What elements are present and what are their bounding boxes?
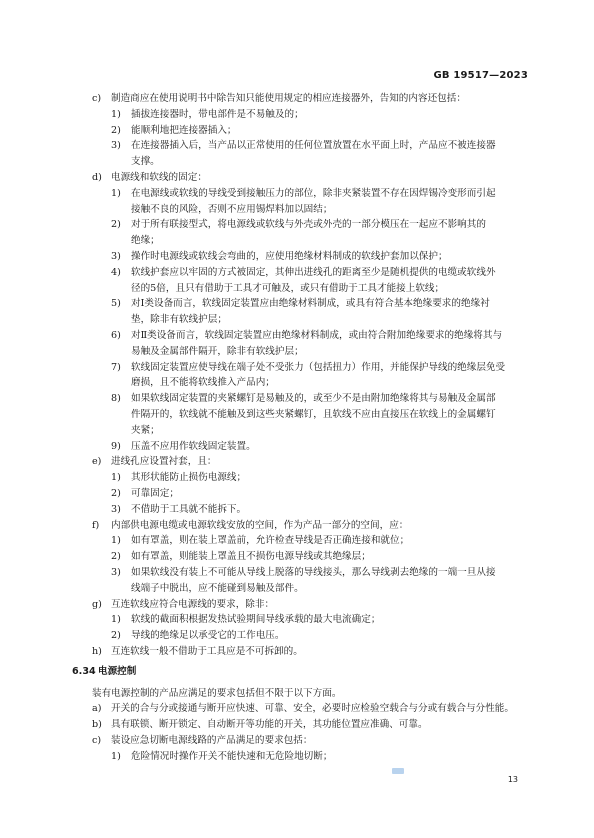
item-text: 如有罩盖，则在装上罩盖前，允许检查导线是否正确连接和就位； — [131, 535, 410, 547]
item-text: 在连接器插入后，当产品以正常使用的任何位置放置在水平面上时，产品应不被连接器 — [131, 140, 496, 152]
item-label: 1) — [111, 472, 121, 484]
section-number: 6.34 — [72, 665, 96, 677]
item-label: 2) — [111, 219, 121, 231]
item-label: 2) — [111, 630, 121, 642]
item-label: 3) — [111, 251, 121, 262]
item-text: 制造商应在使用说明书中除告知只能使用规定的相应连接器外，告知的内容还包括： — [111, 93, 466, 104]
item-text: 易触及金属部件隔开，除非有软线护层； — [131, 345, 304, 357]
item-label: 2) — [111, 124, 121, 136]
item-text: 操作时电源线或软线会弯曲的，应使用绝缘材料制成的软线护套加以保护； — [131, 251, 448, 262]
item-text: 互连软线应符合电源线的要求，除非： — [111, 598, 275, 610]
item-text: 电源线和软线的固定： — [111, 172, 207, 183]
item-text: 不借助于工具就不能拆下。 — [131, 503, 247, 515]
section-title: 电源控制 — [98, 665, 137, 677]
item-text: 径的5倍，且只有借助于工具才可触及，或只有借助于工具才能接上软线； — [131, 282, 445, 294]
item-text: 支撑。 — [131, 156, 160, 168]
item-text: 压盖不应用作软线固定装置。 — [131, 440, 256, 452]
item-text: 装有电源控制的产品应满足的要求包括但不限于以下方面。 — [92, 687, 342, 699]
item-text: 绝缘； — [131, 235, 160, 247]
item-label: 3) — [111, 567, 121, 578]
item-label: 7) — [111, 361, 121, 373]
item-label: 1) — [111, 187, 121, 199]
item-label: 5) — [111, 298, 121, 310]
item-text: 危险情况时操作开关不能快速和无危险地切断； — [131, 750, 333, 762]
item-label: 1) — [111, 750, 121, 762]
standard-number: GB 19517—2023 — [433, 70, 528, 81]
item-text: 如果软线固定装置的夹紧螺钉是易触及的，或至少不是由附加绝缘将其与易触及金属部 — [131, 393, 496, 405]
item-label: d) — [92, 172, 102, 183]
item-label: c) — [92, 93, 102, 104]
item-text: 对于所有联接型式，将电源线或软线与外壳或外壳的一部分模压在一起应不影响其的 — [131, 219, 486, 231]
item-label: c) — [92, 735, 102, 746]
item-label: 2) — [111, 488, 121, 499]
item-text: 接触不良的风险，否则不应用锡焊料加以固结； — [131, 203, 333, 215]
item-text: 垫，除非有软线护层； — [131, 314, 227, 326]
item-text: 进线孔应设置衬套，且： — [111, 456, 217, 468]
item-text: 插拔连接器时，带电部件是不易触及的； — [131, 108, 304, 120]
item-label: g) — [92, 598, 102, 610]
item-text: 对Ⅰ类设备而言，软线固定装置应由绝缘材料制成，或具有符合基本绝缘要求的绝缘衬 — [131, 298, 490, 310]
item-label: e) — [92, 456, 102, 468]
item-label: a) — [92, 703, 102, 715]
item-text: 件隔开的，软线就不能触及到这些夹紧螺钉，且软线不应由直接压在软线上的金属螺钉 — [131, 409, 496, 420]
item-text: 线端子中脱出，应不能碰到易触及部件。 — [131, 582, 304, 594]
item-label: 1) — [111, 108, 121, 120]
item-text: 如果软线没有装上不可能从导线上脱落的导线接头，那么导线剥去绝缘的一端一旦从接 — [131, 567, 496, 578]
item-text: 导线的绝缘足以承受它的工作电压。 — [131, 630, 285, 642]
item-text: 能顺利地把连接器插入； — [131, 124, 237, 136]
item-label: 3) — [111, 503, 121, 515]
item-text: 互连软线一般不借助于工具应是不可拆卸的。 — [111, 646, 303, 657]
item-text: 如有罩盖，则能装上罩盖且不损伤电源导线或其绝缘层； — [131, 551, 371, 563]
item-label: 8) — [111, 393, 121, 405]
item-text: 对Ⅱ类设备而言，软线固定装置应由绝缘材料制成，或由符合附加绝缘要求的绝缘将其与 — [131, 330, 503, 341]
item-text: 内部供电源电缆或电源软线安放的空间，作为产品一部分的空间，应： — [111, 519, 409, 531]
item-text: 其形状能防止损伤电源线； — [131, 472, 247, 484]
page-number: 13 — [507, 775, 518, 784]
watermark-mark — [392, 768, 404, 774]
item-text: 装设应急切断电源线路的产品满足的要求包括： — [111, 735, 313, 746]
item-label: f) — [92, 519, 100, 531]
item-label: 1) — [111, 535, 121, 547]
item-label: 4) — [111, 266, 121, 278]
item-text: 磨损，且不能将软线推入产品内； — [131, 377, 275, 389]
item-label: b) — [92, 719, 102, 731]
item-label: h) — [92, 646, 102, 657]
item-text: 夹紧； — [131, 424, 160, 436]
item-text: 软线固定装置应使导线在端子处不受张力（包括扭力）作用，并能保护导线的绝缘层免受 — [131, 361, 506, 373]
item-text: 在电源线或软线的导线受到接触压力的部位，除非夹紧装置不存在因焊锡冷变形而引起 — [131, 187, 496, 199]
item-text: 开关的合与分或接通与断开应快速、可靠、安全，必要时应检验空载合与分或有载合与分性能。 — [111, 703, 514, 715]
item-label: 2) — [111, 551, 121, 563]
item-label: 6) — [111, 330, 121, 341]
item-label: 1) — [111, 614, 121, 626]
item-text: 具有联锁、断开锁定、自动断开等功能的开关，其功能位置应准确、可靠。 — [111, 719, 428, 731]
item-text: 软线护套应以牢固的方式被固定，其伸出进线孔的距离至少是随机提供的电缆或软线外 — [131, 266, 496, 278]
item-label: 3) — [111, 140, 121, 152]
item-text: 软线的截面积根据发热试验期间导线承载的最大电流确定； — [131, 614, 381, 626]
item-label: 9) — [111, 440, 121, 452]
item-text: 可靠固定； — [131, 488, 179, 499]
